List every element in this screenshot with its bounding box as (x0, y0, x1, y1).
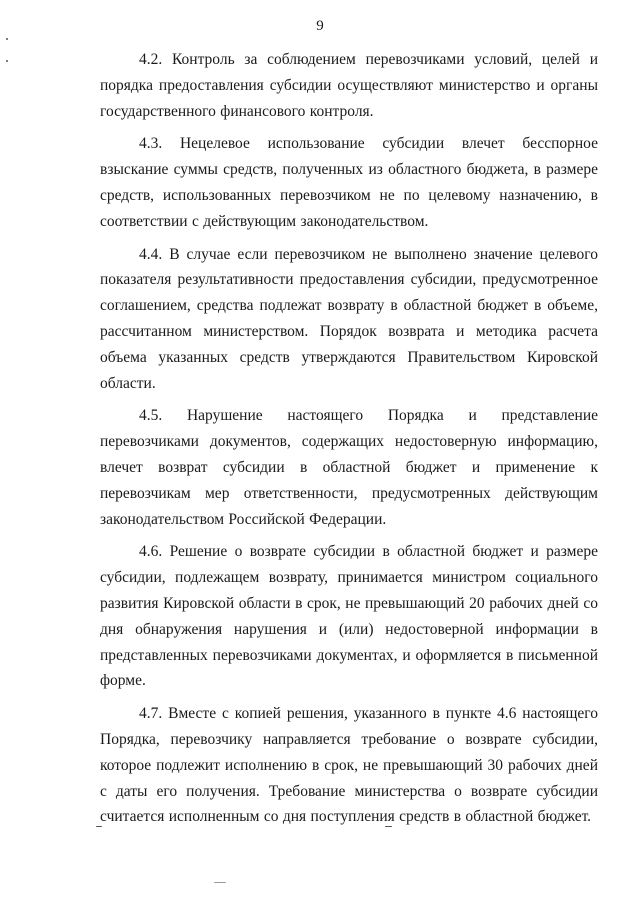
paragraph-4-2: 4.2. Контроль за соблюдением перевозчиками условий, целей и порядка предоставления субсидии осуществляют министерство и органы государственного финансового контроля. (100, 51, 598, 120)
paragraph-4-5: 4.5. Нарушение настоящего Порядка и представление перевозчиками документов, содержащих недостоверную информацию, влечет возврат субсидии в областной бюджет и применение к перевозчикам мер ответственности, предусмотренных действующим законодательством Российской Федерации. (100, 407, 598, 528)
paragraph-4-6: 4.6. Решение о возврате субсидии в областной бюджет и размере субсидии, подлежащем возврату, принимается министром социального развития Кировской области в срок, не превышающий 20 рабочих дней со дня обнаружения нарушения и (или) недостоверной информации в представленных перевозчиками документах, и оформляется в письменной форме. (100, 543, 598, 690)
scan-speck (6, 60, 8, 62)
paragraph-4-4: 4.4. В случае если перевозчиком не выполнено значение целевого показателя результативности предоставления субсидии, предусмотренное соглашением, средства подлежат возврату в областной бюджет в объеме, рассчитанном министерством. Порядок возврата и методика расчета объема указанных средств утверждаются Правительством Кировской области. (100, 245, 598, 392)
paragraph-4-3: 4.3. Нецелевое использование субсидии влечет бесспорное взыскание суммы средств, полученных из областного бюджета, в размере средств, использованных перевозчиком не по целевому назначению, в соответствии с действующим законодательством. (100, 135, 598, 230)
page-number: 9 (316, 18, 324, 34)
scan-speck (214, 882, 226, 883)
document-body (100, 47, 598, 837)
paragraph-4-7: 4.7. Вместе с копией решения, указанного в пункте 4.6 настоящего Порядка, перевозчику направляется требование о возврате субсидии, которое подлежит исполнению в срок, не превышающий 30 рабочих дней с даты его получения. Требование министерства о возврате субсидии считается исполненным со дня поступления средств в областной бюджет. (100, 705, 598, 826)
scan-speck (385, 826, 392, 827)
scan-speck (96, 826, 102, 827)
scan-speck (6, 38, 8, 40)
